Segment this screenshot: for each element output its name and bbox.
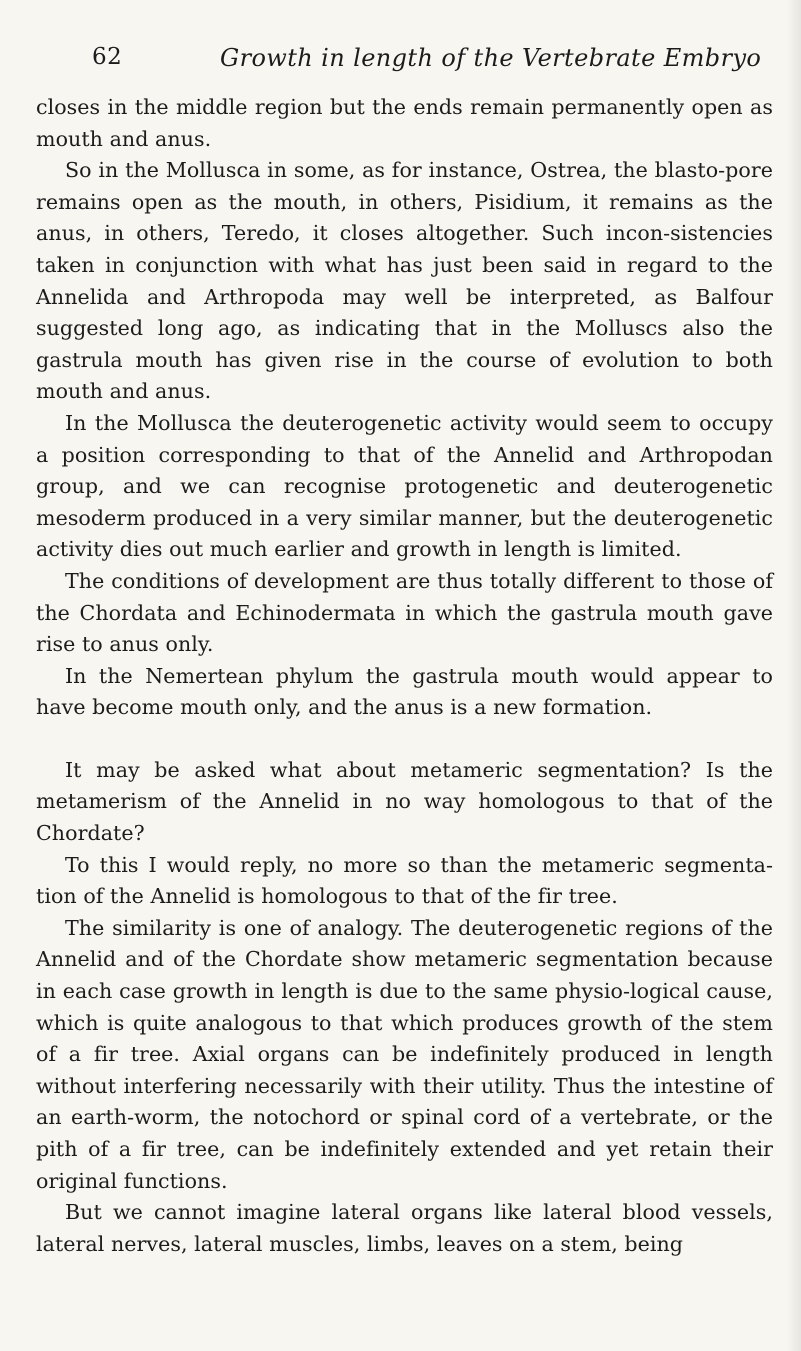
page-header (36, 44, 773, 84)
page-number: 62 (92, 44, 123, 70)
paragraph-metameric-question: It may be asked what about metameric segmentation? Is the metamerism of the Annelid in no way homologous to that of the Chordate? (36, 757, 773, 846)
paragraph-conditions-of-development: The conditions of development are thus totally different to those of the Chordata and Echinodermata in which the gastrula mouth gave rise to anus only. (36, 568, 773, 657)
paragraph-mollusca-blastopore: So in the Mollusca in some, as for instance, Ostrea, the blasto-pore remains open as the mouth, in others, Pisidium, it remains as the anus, in others, Teredo, it closes altogether. Such incon-sistencies taken in conjunction with what has just been said in regard to the Annelida and Arthropoda may well be interpreted, as Balfour suggested long ago, as indicating that in the Molluscs also the gastrula mouth has given rise in the course of evolution to both mouth and anus. (36, 158, 773, 404)
body-text (36, 92, 773, 1260)
paragraph-analogy: The similarity is one of analogy. The deuterogenetic regions of the Annelid and of the Chordate show metameric segmentation because in each case growth in length is due to the same physio-logical cause, which is quite analogous to that which produces growth of the stem of a fir tree. Axial organs can be indefinitely produced in length without interfering necessarily with their utility. Thus the intestine of an earth-worm, the notochord or spinal cord of a vertebrate, or the pith of a fir tree, can be indefinitely extended and yet retain their original functions. (36, 915, 773, 1193)
paragraph-reply-fir-tree: To this I would reply, no more so than the metameric segmenta-tion of the Annelid is homologous to that of the fir tree. (36, 852, 773, 909)
paragraph-lateral-organs: But we cannot imagine lateral organs like lateral blood vessels, lateral nerves, lateral muscles, limbs, leaves on a stem, being (36, 1200, 773, 1256)
paragraph-continuation: closes in the middle region but the ends remain permanently open as mouth and anus. (36, 95, 773, 151)
running-title: Growth in length of the Vertebrate Embryo (220, 44, 762, 72)
paragraph-deuterogenetic-activity: In the Mollusca the deuterogenetic activity would seem to occupy a position corresponding to that of the Annelid and Arthropodan group, and we can recognise protogenetic and deuterogenetic mesoderm produced in a very similar manner, but the deuterogenetic activity dies out much earlier and growth in length is limited. (36, 410, 773, 562)
paragraph-nemertean-phylum: In the Nemertean phylum the gastrula mouth would appear to have become mouth only, and the anus is a new formation. (36, 663, 773, 720)
